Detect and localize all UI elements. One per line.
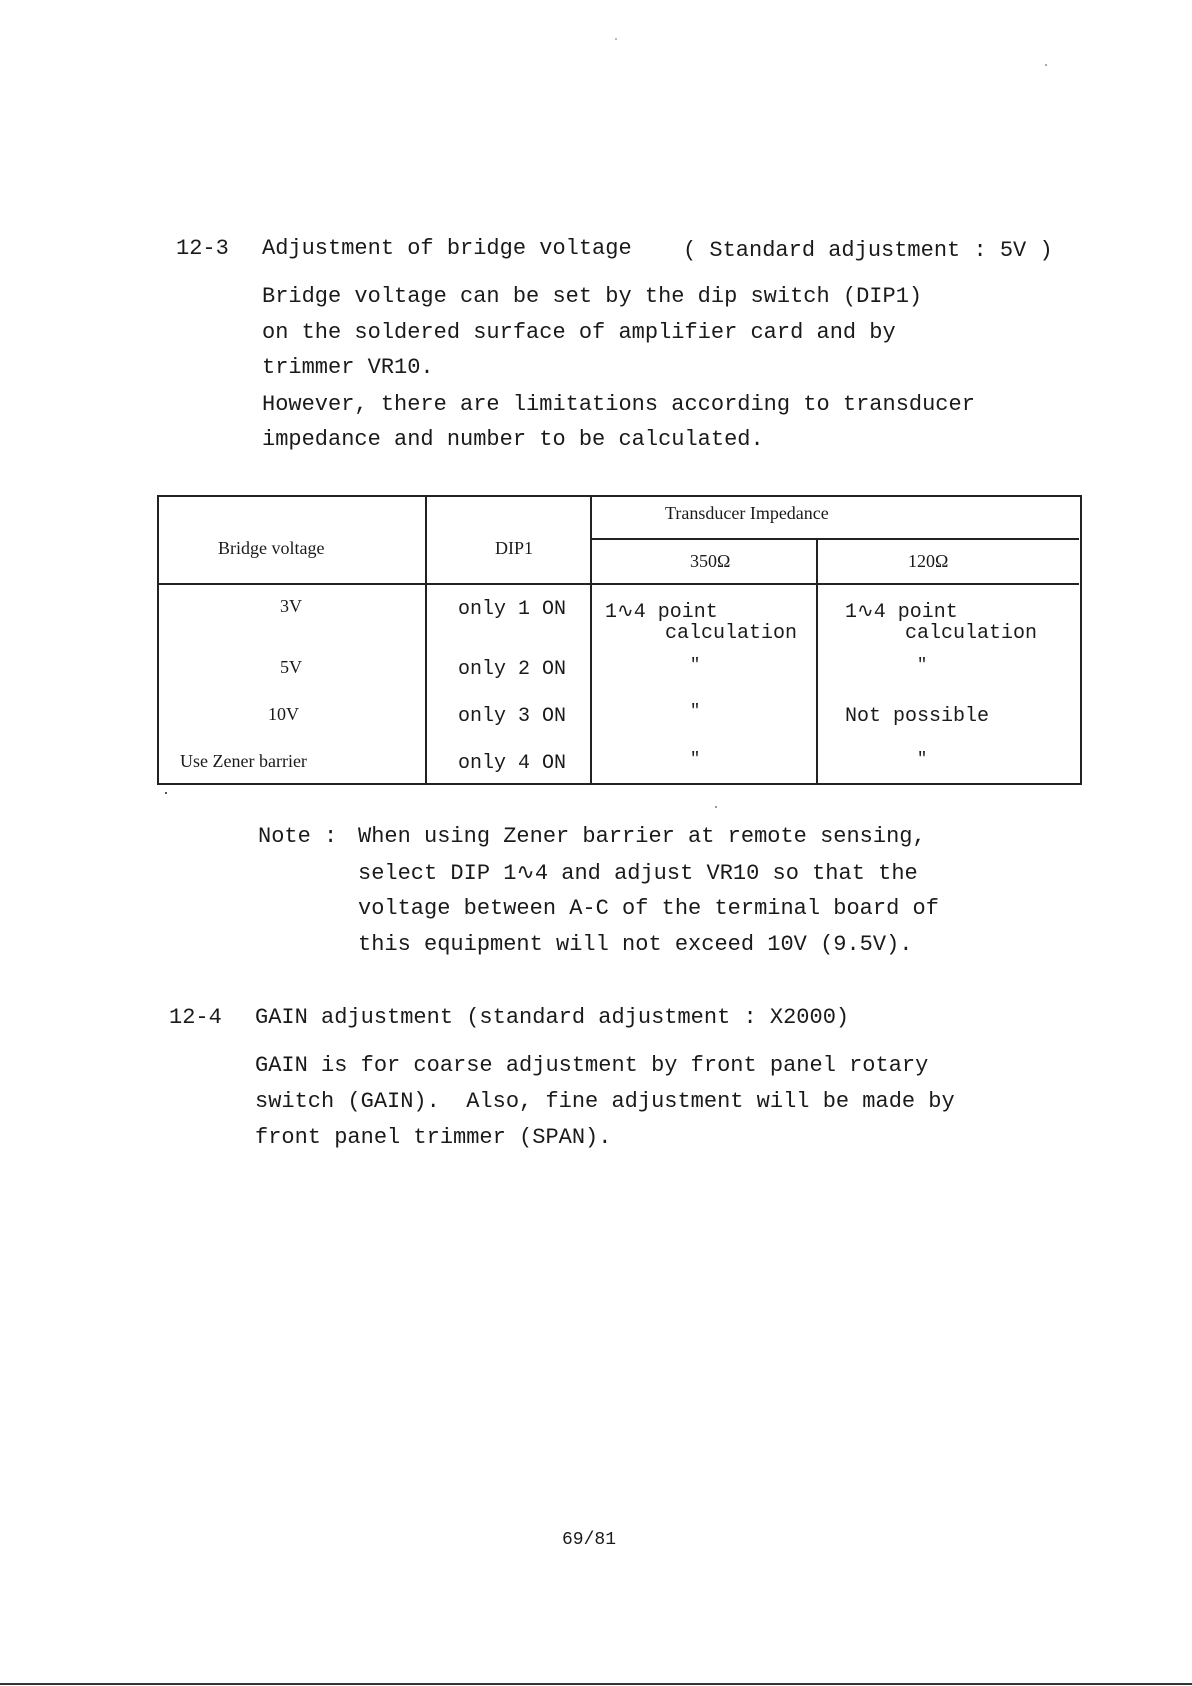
note-label: Note : [258,824,338,849]
gain-para-line-3: front panel trimmer (SPAN). [255,1125,612,1150]
table-row-2-voltage: 5V [280,657,302,677]
section-title-12-4: GAIN adjustment (standard adjustment : X2000) [255,1005,850,1030]
header-120-ohm: 120Ω [908,551,949,571]
para1-line1: Bridge voltage can be set by the dip switch (DIP1) [262,284,923,309]
page-number: 69/81 [562,1530,617,1550]
note-line-4: this equipment will not exceed 10V (9.5V). [358,932,913,957]
table-row-2-dip: only 2 ON [458,658,567,681]
table-row-1-120-a: 1∿4 point [845,601,958,624]
scan-speck [715,806,717,808]
table-row-1-dip: only 1 ON [458,598,567,621]
header-transducer-impedance: Transducer Impedance [665,503,829,523]
para2-line1: However, there are limitations according to transducer [262,392,975,417]
table-row-3-350: " [690,702,701,721]
header-bridge-voltage: Bridge voltage [218,538,325,558]
gain-para-line-2: switch (GAIN). Also, fine adjustment will be made by [255,1089,955,1114]
para1-line2: on the soldered surface of amplifier card and by [262,320,896,345]
gain-para-line-1: GAIN is for coarse adjustment by front panel rotary [255,1053,929,1078]
section-title-12-3: Adjustment of bridge voltage [262,236,632,261]
note-line-1: When using Zener barrier at remote sensing, [358,824,926,849]
table-row-4-dip: only 4 ON [458,752,567,775]
section-number-12-3: 12-3 [176,236,229,261]
table-row-4-120: " [917,750,928,769]
table-row-3-voltage: 10V [268,704,299,724]
table-row-1-120-b: calculation [905,622,1038,645]
table-row-4-voltage: Use Zener barrier [180,751,307,771]
para1-line3: trimmer VR10. [262,355,434,380]
table-row-3-dip: only 3 ON [458,705,567,728]
table-vline-1 [425,495,427,783]
table-row-2-350: " [690,656,701,675]
header-dip1: DIP1 [495,538,534,558]
note-line-3: voltage between A-C of the terminal board of [358,896,939,921]
table-row-1-350-a: 1∿4 point [605,601,718,624]
table-row-4-350: " [690,750,701,769]
scan-speck [165,792,167,794]
table-row-1-350-b: calculation [665,622,798,645]
scan-edge-line [0,1683,1192,1685]
section-number-12-4: 12-4 [169,1005,222,1030]
table-row-1-voltage: 3V [280,596,302,616]
table-hline-header [157,583,1079,585]
scan-speck [615,38,617,40]
note-line-2: select DIP 1∿4 and adjust VR10 so that the [358,861,918,886]
scan-speck [1045,64,1047,66]
header-350-ohm: 350Ω [690,551,731,571]
table-vline-3 [816,540,818,783]
para2-line2: impedance and number to be calculated. [262,427,764,452]
table-row-2-120: " [917,656,928,675]
standard-adjustment-note: ( Standard adjustment : 5V ) [683,238,1053,263]
table-row-3-120: Not possible [845,705,990,728]
table-hline-sub [590,538,1079,540]
